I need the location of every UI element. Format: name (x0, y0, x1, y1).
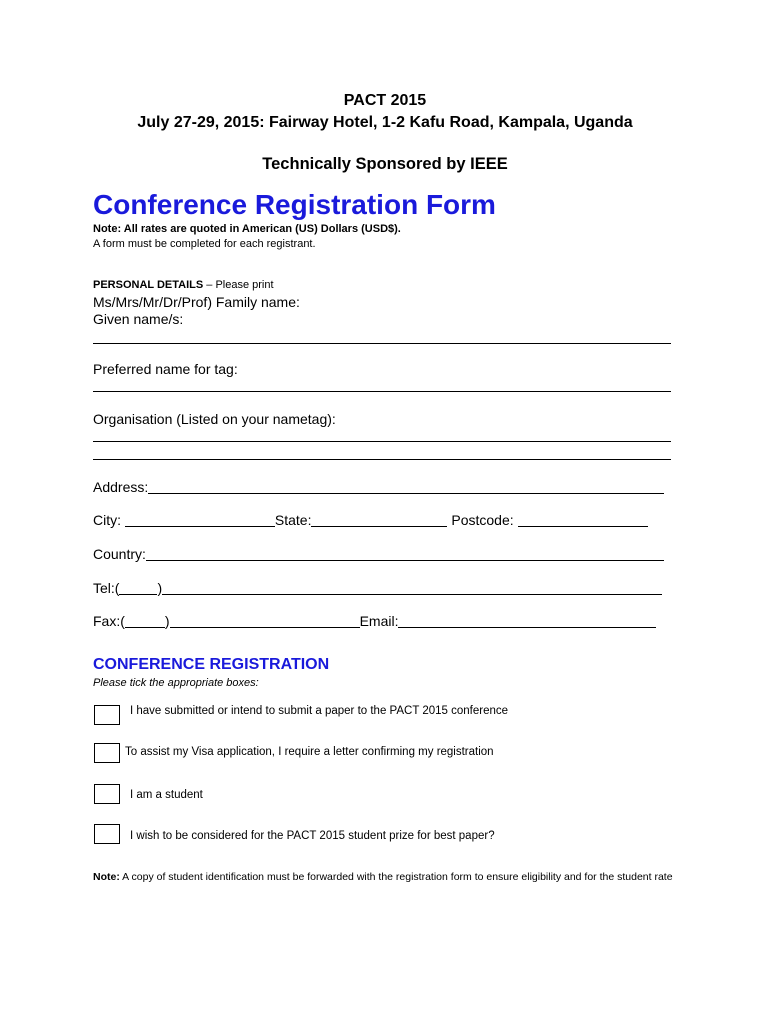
fax-label: Fax:( (93, 613, 125, 629)
tel-label: Tel:( (93, 580, 120, 596)
fax-row (93, 613, 656, 629)
tel-area-code[interactable] (119, 580, 157, 595)
given-names-line[interactable] (93, 343, 671, 344)
city-label: City: (93, 512, 121, 528)
state-label: State: (274, 512, 312, 528)
preferred-name-label: Preferred name for tag: (93, 361, 238, 377)
email-label: Email: (359, 613, 399, 629)
personal-details-heading (93, 279, 274, 291)
organisation-line-2[interactable] (93, 459, 671, 460)
tel-line[interactable] (162, 580, 662, 595)
form-title: Conference Registration Form (93, 189, 496, 220)
address-label: Address: (93, 479, 149, 495)
fax-area-code[interactable] (125, 613, 165, 628)
postcode-label: Postcode: (451, 512, 514, 528)
tel-row (93, 580, 662, 596)
personal-heading-label: PERSONAL DETAILS (93, 279, 204, 291)
country-line[interactable] (146, 546, 664, 561)
organisation-line-1[interactable] (93, 441, 671, 442)
footnote-text: A copy of student identification must be forwarded with the registration form to ensure eligibility and for the student rate (119, 871, 673, 883)
registration-instruction: Please tick the appropriate boxes: (93, 677, 259, 689)
given-names-label: Given name/s: (93, 311, 184, 327)
student-label: I am a student (130, 789, 203, 801)
country-row (93, 546, 664, 562)
preferred-name-line[interactable] (93, 391, 671, 392)
event-details: July 27-29, 2015: Fairway Hotel, 1-2 Kafu Road, Kampala, Uganda (137, 114, 633, 131)
fax-line[interactable] (170, 613, 360, 628)
city-line[interactable] (125, 512, 275, 527)
city-row (93, 512, 648, 528)
student-id-note (93, 869, 678, 885)
event-title: PACT 2015 (343, 92, 427, 109)
student-checkbox[interactable] (94, 784, 120, 804)
visa-letter-label: To assist my Visa application, I require a letter confirming my registration (125, 746, 494, 758)
organisation-label: Organisation (Listed on your nametag): (93, 411, 336, 427)
fax-close: ) (164, 613, 170, 629)
registrant-note: A form must be completed for each registrant. (93, 238, 316, 250)
footnote-label: Note: (93, 871, 120, 883)
address-line[interactable] (148, 479, 664, 494)
family-name-label: Ms/Mrs/Mr/Dr/Prof) Family name: (93, 294, 300, 310)
best-paper-prize-checkbox[interactable] (94, 824, 120, 844)
email-line[interactable] (398, 613, 656, 628)
registration-heading: CONFERENCE REGISTRATION (93, 656, 330, 673)
visa-letter-checkbox[interactable] (94, 743, 120, 763)
sponsor-line: Technically Sponsored by IEEE (262, 155, 508, 173)
address-row (93, 479, 664, 495)
personal-heading-suffix: – Please print (203, 279, 274, 291)
rates-note: Note: All rates are quoted in American (US) Dollars (USD$). (93, 223, 401, 235)
tel-close: ) (157, 580, 163, 596)
state-line[interactable] (311, 512, 447, 527)
best-paper-prize-label: I wish to be considered for the PACT 2015 student prize for best paper? (130, 830, 495, 842)
paper-submission-label: I have submitted or intend to submit a paper to the PACT 2015 conference (130, 705, 509, 717)
paper-submission-checkbox[interactable] (94, 705, 120, 725)
country-label: Country: (93, 546, 146, 562)
postcode-line[interactable] (518, 512, 648, 527)
